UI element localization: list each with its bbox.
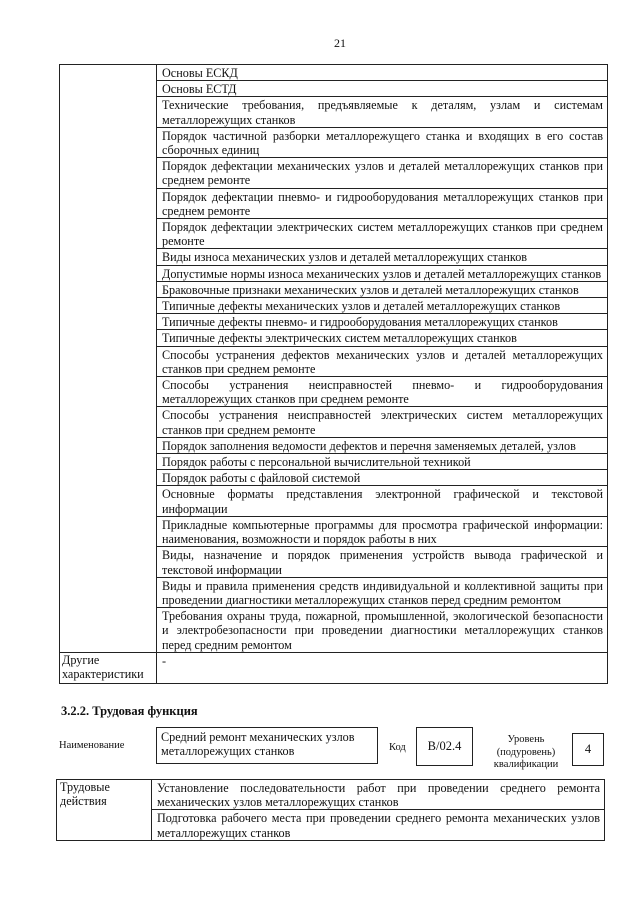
knowledge-item: Типичные дефекты пневмо- и гидрооборудования металлорежущих станков: [157, 314, 608, 330]
other-characteristics-row: [60, 652, 608, 683]
labor-actions-label: Трудовые действия: [57, 780, 152, 841]
other-characteristics-value: -: [157, 652, 608, 683]
knowledge-item: Типичные дефекты механических узлов и деталей металлорежущих станков: [157, 298, 608, 314]
knowledge-item: Способы устранения неисправностей пневмо- и гидрооборудования металлорежущих станков при среднем ремонте: [157, 377, 608, 407]
function-name-label: Наименование: [59, 740, 125, 751]
knowledge-item: Виды и правила применения средств индивидуальной и коллективной защиты при проведении диагностики металлорежущих станков перед средним ремонтом: [157, 577, 608, 607]
knowledge-item: Порядок заполнения ведомости дефектов и перечня заменяемых деталей, узлов: [157, 437, 608, 453]
knowledge-item: Порядок дефектации пневмо- и гидрооборудования металлорежущих станков при среднем ремонте: [157, 188, 608, 218]
labor-action-item: Установление последовательности работ при проведении среднего ремонта механических узлов металлорежущих станков: [152, 780, 605, 810]
knowledge-item: Технические требования, предъявляемые к деталям, узлам и системам металлорежущих станков: [157, 97, 608, 127]
knowledge-item: Порядок дефектации механических узлов и деталей металлорежущих станков при среднем ремонте: [157, 158, 608, 188]
section-heading: 3.2.2. Трудовая функция: [61, 704, 198, 718]
knowledge-item: Прикладные компьютерные программы для просмотра графической информации: наименования, возможности и порядок работы в них: [157, 516, 608, 546]
knowledge-row: [60, 65, 608, 81]
code-value-box: B/02.4: [416, 727, 473, 766]
knowledge-item: Основные форматы представления электронной графической и текстовой информации: [157, 486, 608, 516]
knowledge-label-cell: [60, 65, 157, 653]
knowledge-table: [59, 64, 608, 684]
knowledge-item: Способы устранения неисправностей электрических систем металлорежущих станков при среднем ремонте: [157, 407, 608, 437]
knowledge-item: Порядок работы с файловой системой: [157, 470, 608, 486]
function-name-box: Средний ремонт механических узлов металлорежущих станков: [156, 727, 378, 764]
labor-actions-table: [56, 779, 605, 841]
knowledge-item: Требования охраны труда, пожарной, промышленной, экологической безопасности и электробезопасности при проведении диагностики металлорежущих станков перед средним ремонтом: [157, 608, 608, 653]
knowledge-item: Основы ЕСТД: [157, 81, 608, 97]
other-characteristics-label: Другие характеристики: [60, 652, 157, 683]
level-label: Уровень (подуровень) квалификации: [493, 734, 559, 770]
level-value-box: 4: [572, 733, 604, 766]
knowledge-item: Порядок дефектации электрических систем металлорежущих станков при среднем ремонте: [157, 219, 608, 249]
labor-action-row: [57, 780, 605, 810]
knowledge-item: Порядок работы с персональной вычислительной техникой: [157, 454, 608, 470]
knowledge-item: Виды износа механических узлов и деталей металлорежущих станков: [157, 249, 608, 265]
knowledge-item: Типичные дефекты электрических систем металлорежущих станков: [157, 330, 608, 346]
knowledge-item: Виды, назначение и порядок применения устройств вывода графической и текстовой информации: [157, 547, 608, 577]
knowledge-item: Допустимые нормы износа механических узлов и деталей металлорежущих станков: [157, 265, 608, 281]
knowledge-item: Способы устранения дефектов механических узлов и деталей металлорежущих станков при среднем ремонте: [157, 346, 608, 376]
code-label: Код: [389, 742, 406, 753]
labor-action-item: Подготовка рабочего места при проведении среднего ремонта механических узлов металлорежущих станков: [152, 810, 605, 840]
knowledge-item: Порядок частичной разборки металлорежущего станка и входящих в его состав сборочных единиц: [157, 127, 608, 157]
knowledge-item: Браковочные признаки механических узлов и деталей металлорежущих станков: [157, 281, 608, 297]
page-number: 21: [334, 36, 346, 50]
knowledge-item: Основы ЕСКД: [157, 65, 608, 81]
